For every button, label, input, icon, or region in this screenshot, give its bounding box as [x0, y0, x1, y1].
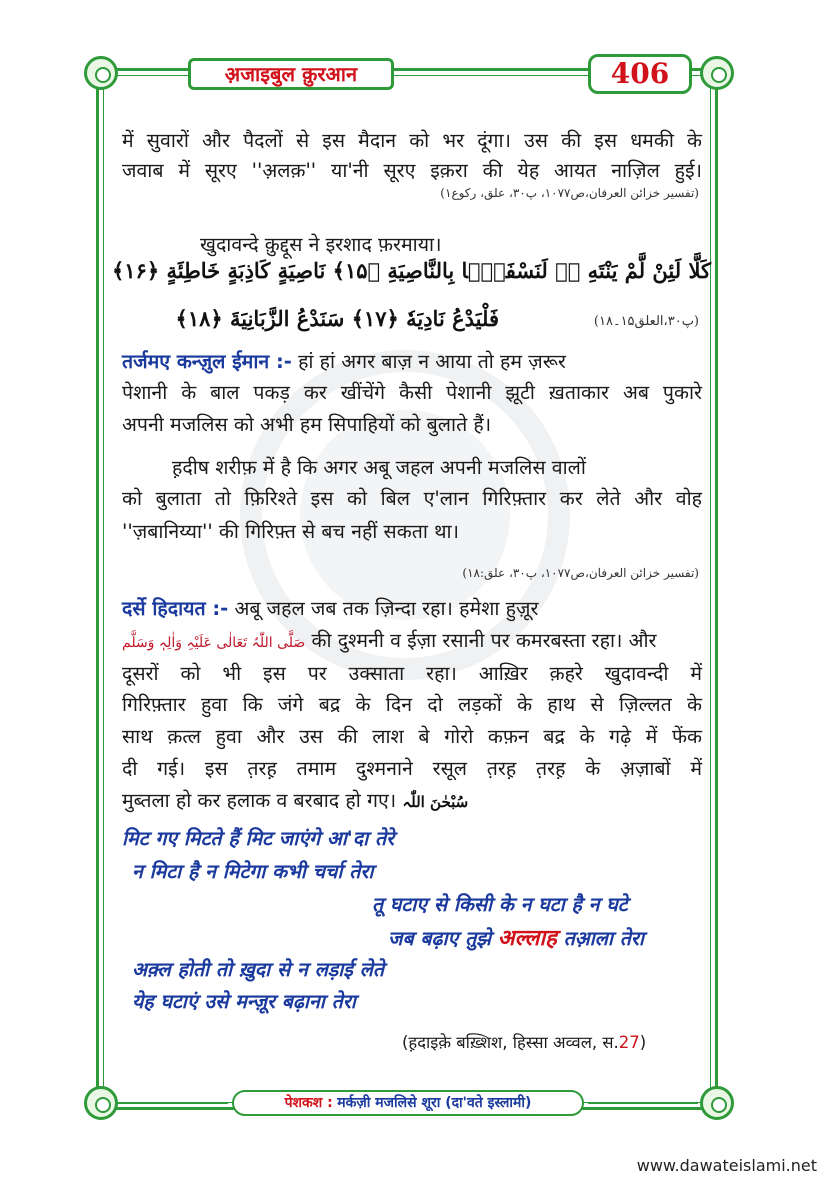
poem-verse: येह घटाएं उसे मन्ज़ूर बढ़ाना तेरा	[132, 990, 356, 1013]
body-line: ह़दीष शरीफ़ में है कि अगर अबू जहल अपनी मजलिस वालों	[172, 456, 586, 479]
body-line: साथ क़त्ल हुवा और उस की लाश बे गोरो कफ़न बद्र के गढ़े में फेंक	[122, 725, 702, 748]
dars-text: की दुश्मनी व ईज़ा रसानी पर कमरबस्ता रहा। और	[311, 629, 657, 652]
corner-ornament-icon	[700, 1086, 734, 1120]
salawat-text: صَلَّی اللّٰہُ تَعَالٰی عَلَیْہِ وَاٰلِہٖ وَسَلَّم	[122, 635, 306, 651]
corner-ornament-icon	[700, 56, 734, 90]
intro-line: खुदावन्दे कु़द्दूस ने इरशाद फ़रमाया।	[200, 233, 442, 256]
body-line: पेशानी के बाल पकड़ कर खींचेंगे कैसी पेशानी झूटी ख़ताकार अब पुकारे	[122, 381, 702, 404]
source-text: (ह़दाइक़े बख़्शिश, हिस्सा अव्वल, स.	[402, 1033, 619, 1052]
tafsir-reference: (تفسیر خزائن العرفان،ص۱۰۷۷، پ۳۰، علق، رکوع۱)	[440, 186, 699, 200]
footer-label: पेशकश :	[284, 1095, 333, 1111]
body-line: दूसरों को भी इस पर उक्साता रहा। आख़िर क़हरे खुदावन्दी में	[122, 662, 702, 685]
footer-rule	[588, 1102, 698, 1104]
page-number: 406	[588, 54, 692, 94]
dars-line	[122, 594, 702, 621]
website-url[interactable]: www.dawateislami.net	[636, 1156, 817, 1175]
quran-ayah: كَلَّا لَئِنْ لَّمْ یَنْتَهِ ۬ۙ لَنَسْفَعًۢا بِالنَّاصِیَةِ ﴿۱۵﴾ نَاصِیَةٍ كَاذِبَةٍ خَاطِئَةٍ ﴿۱۶﴾	[111, 258, 711, 283]
poem-text: तआ़ला तेरा	[563, 927, 644, 950]
footer-value: मर्कज़ी मजलिसे शूरा (दा'वते इस्लामी)	[337, 1095, 532, 1111]
poem-verse: न मिटा है न मिटेगा कभी चर्चा तेरा	[132, 860, 374, 883]
poem-verse: मिट गए मिटते हैं मिट जाएंगे आ'दा तेरे	[122, 827, 395, 850]
body-line: दी गई। इस त़रह़ तमाम दुश्मनाने रसूल त़रह़ त़रह़ के अ़ज़ाबों में	[122, 757, 702, 780]
corner-ornament-icon	[84, 56, 118, 90]
poem-verse: अक़्ल होती तो ख़ुदा से न लड़ाई लेते	[132, 958, 384, 981]
dars-text: अबू जहल जब तक ज़िन्दा रहा। हमेशा हुज़ूर	[234, 597, 539, 620]
poem-verse: तू घटाए से किसी के न घटा है न घटे	[372, 893, 628, 916]
tarjama-heading: तर्जमए कन्ज़ुल ईमान :-	[122, 350, 292, 373]
body-line: को बुलाता तो फ़िरिश्ते इस को बिल ए'लान गिरिफ़्तार कर लेते और वोह	[122, 487, 702, 510]
body-line: में सुवारों और पैदलों से इस मैदान को भर दूंगा। उस की इस धमकी के	[122, 129, 702, 152]
footer-presenter	[232, 1090, 584, 1116]
tafsir-reference: (تفسیر خزائن العرفان،ص۱۰۷۷، پ۳۰، علق:۱۸)	[462, 566, 699, 580]
poem-text: जब बढ़ाए तुझे	[388, 927, 491, 950]
dars-heading: दर्से हिदायत :-	[122, 597, 229, 620]
body-line: ''ज़बानिय्या'' की गिरिफ़्त से बच नहीं सकता था।	[122, 520, 459, 543]
quran-ayah: فَلْیَدْعُ نَادِیَهٗ ﴿۱۷﴾ سَنَدْعُ الزَّبَانِیَةَ ﴿۱۸﴾	[175, 306, 499, 331]
source-page: 27	[618, 1033, 640, 1052]
dars-text: मुब्तला हो कर हलाक व बरबाद हो गए।	[122, 789, 397, 812]
allah-word: अल्लाह	[497, 926, 557, 951]
footer-rule	[118, 1102, 228, 1104]
dars-line	[122, 786, 702, 813]
tarjama-text: हां हां अगर बाज़ न आया तो हम ज़रूर	[298, 350, 566, 373]
book-title: अ़जाइबुल कु़रआन	[188, 58, 394, 90]
watermark-center	[300, 410, 510, 620]
tarjama-line	[122, 347, 702, 374]
ayah-reference: (پ۳۰،العلق۱۵۔۱۸)	[593, 314, 699, 329]
poem-verse	[388, 922, 644, 952]
body-line: जवाब में सूरए ''अ़लक़'' या'नी सूरए इक़रा की येह आयत नाज़िल हुई।	[122, 159, 702, 182]
body-line: अपनी मजलिस को अभी हम सिपाहियों को बुलाते हैं।	[122, 413, 492, 436]
poem-source	[402, 1030, 646, 1053]
body-line: गिरिफ़्तार हुवा कि जंगे बद्र के दिन दो लड़कों के हाथ से ज़िल्लत के	[122, 693, 702, 716]
corner-ornament-icon	[84, 1086, 118, 1120]
source-close: )	[639, 1033, 647, 1052]
subhanallah-text: سُبْحٰنَ اللّٰہ	[402, 793, 469, 811]
dars-line	[122, 626, 702, 653]
